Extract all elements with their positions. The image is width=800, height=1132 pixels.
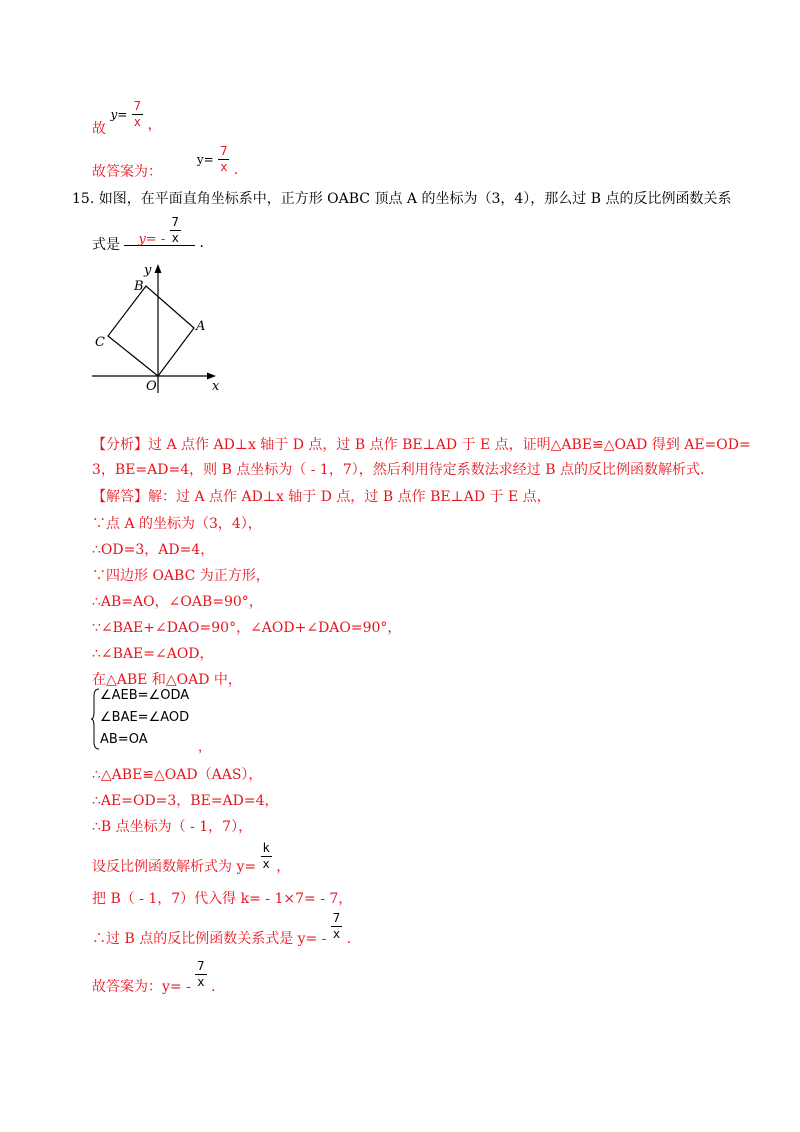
solution-line14-fraction	[331, 912, 342, 941]
solution-line12-fraction	[261, 842, 272, 871]
solution-line15-numerator: 7	[195, 960, 206, 975]
solution-line13: 把 B（ - 1，7）代入得 k= - 1×7= - 7，	[92, 891, 353, 907]
blank-y: y= -	[138, 231, 166, 247]
solution-line1: 【解答】解：过 A 点作 AD⊥x 轴于 D 点，过 B 点作 BE⊥AD 于 E 点，	[92, 489, 551, 505]
solution-line12-numerator: k	[261, 842, 272, 857]
label-y: y	[144, 263, 152, 278]
solution-line15-fraction	[195, 960, 206, 989]
label-A: A	[196, 319, 206, 334]
solution-line15-denominator: x	[197, 975, 205, 990]
blank-fraction	[170, 216, 181, 245]
label-O: O	[146, 379, 157, 394]
solution-line12-denominator: x	[262, 857, 270, 872]
solution-line10: ∴AE=OD=3，BE=AD=4，	[92, 793, 279, 809]
top-answer-denominator: x	[220, 160, 228, 175]
label-x: x	[212, 379, 220, 394]
gu-prefix: 故	[92, 120, 106, 137]
solution-line14-numerator: 7	[331, 912, 342, 927]
condition-row3: AB=OA	[100, 732, 148, 747]
solution-line15	[92, 959, 216, 995]
gu-suffix: ，	[147, 116, 162, 133]
top-answer-numerator: 7	[218, 145, 229, 160]
gu-numerator: 7	[132, 100, 143, 115]
solution-line11: ∴B 点坐标为（ - 1，7），	[92, 819, 253, 835]
top-answer-y: y=	[196, 152, 214, 167]
top-answer-suffix: .	[233, 161, 239, 178]
analysis-line2: 3，BE=AD=4，则 B 点坐标为（ - 1，7），然后利用待定系数法求经过 B 点的反比例函数解析式.	[92, 462, 705, 478]
answer-blank	[124, 216, 194, 246]
question-number: 15.	[72, 191, 95, 207]
solution-line6: ∵∠BAE+∠DAO=90°，∠AOD+∠DAO=90°，	[92, 620, 402, 636]
solution-line4: ∵四边形 OABC 为正方形，	[92, 568, 270, 584]
square-OABC	[108, 286, 194, 376]
question-text-line2-suffix: .	[199, 234, 204, 251]
question-text-line2-prefix: 式是	[92, 236, 120, 253]
question-line2	[92, 215, 204, 253]
gu-fraction	[132, 100, 143, 129]
analysis-line1: 【分析】过 A 点作 AD⊥x 轴于 D 点，过 B 点作 BE⊥AD 于 E 点，证明△ABE≌△OAD 得到 AE=OD=	[92, 437, 751, 453]
left-brace	[90, 688, 100, 750]
coordinate-figure	[88, 258, 238, 398]
top-answer-fraction	[218, 145, 229, 174]
blank-denominator: x	[171, 231, 179, 246]
solution-line9: ∴△ABE≌△OAD（AAS），	[92, 767, 263, 783]
solution-line14-denominator: x	[332, 927, 341, 942]
condition-row1: ∠AEB=∠ODA	[100, 688, 190, 703]
label-C: C	[95, 335, 105, 350]
top-answer-prefix: 故答案为：	[92, 163, 162, 180]
solution-line14	[92, 911, 352, 947]
solution-line14-suffix: .	[346, 930, 352, 947]
y-axis-arrow	[155, 264, 162, 273]
gu-y: y=	[110, 107, 128, 122]
solution-line14-prefix: ∴过 B 点的反比例函数关系式是 y= -	[92, 930, 327, 947]
solution-line2: ∵点 A 的坐标为（3，4），	[92, 516, 262, 532]
solution-line15-suffix: .	[210, 978, 216, 995]
question-text-line1: 如图，在平面直角坐标系中，正方形 OABC 顶点 A 的坐标为（3，4），那么过 B 点的反比例函数关系	[98, 191, 732, 207]
label-B: B	[134, 279, 144, 294]
solution-line12-suffix: ，	[276, 858, 291, 875]
question-line1	[72, 188, 731, 208]
solution-line8: 在△ABE 和△OAD 中，	[92, 672, 242, 688]
top-answer-line	[92, 144, 239, 180]
gu-denominator: x	[133, 115, 141, 130]
solution-line7: ∴∠BAE=∠AOD，	[92, 646, 214, 662]
blank-numerator: 7	[170, 216, 181, 231]
condition-row2: ∠BAE=∠AOD	[100, 710, 190, 725]
solution-line5: ∴AB=AO，∠OAB=90°，	[92, 594, 263, 610]
solution-line3: ∴OD=3，AD=4，	[92, 542, 215, 558]
solution-line12-prefix: 设反比例函数解析式为 y=	[92, 858, 257, 875]
condition-suffix: ，	[198, 740, 212, 755]
solution-line15-prefix: 故答案为：y= -	[92, 978, 191, 995]
solution-line12	[92, 841, 291, 875]
gu-line	[92, 99, 162, 137]
